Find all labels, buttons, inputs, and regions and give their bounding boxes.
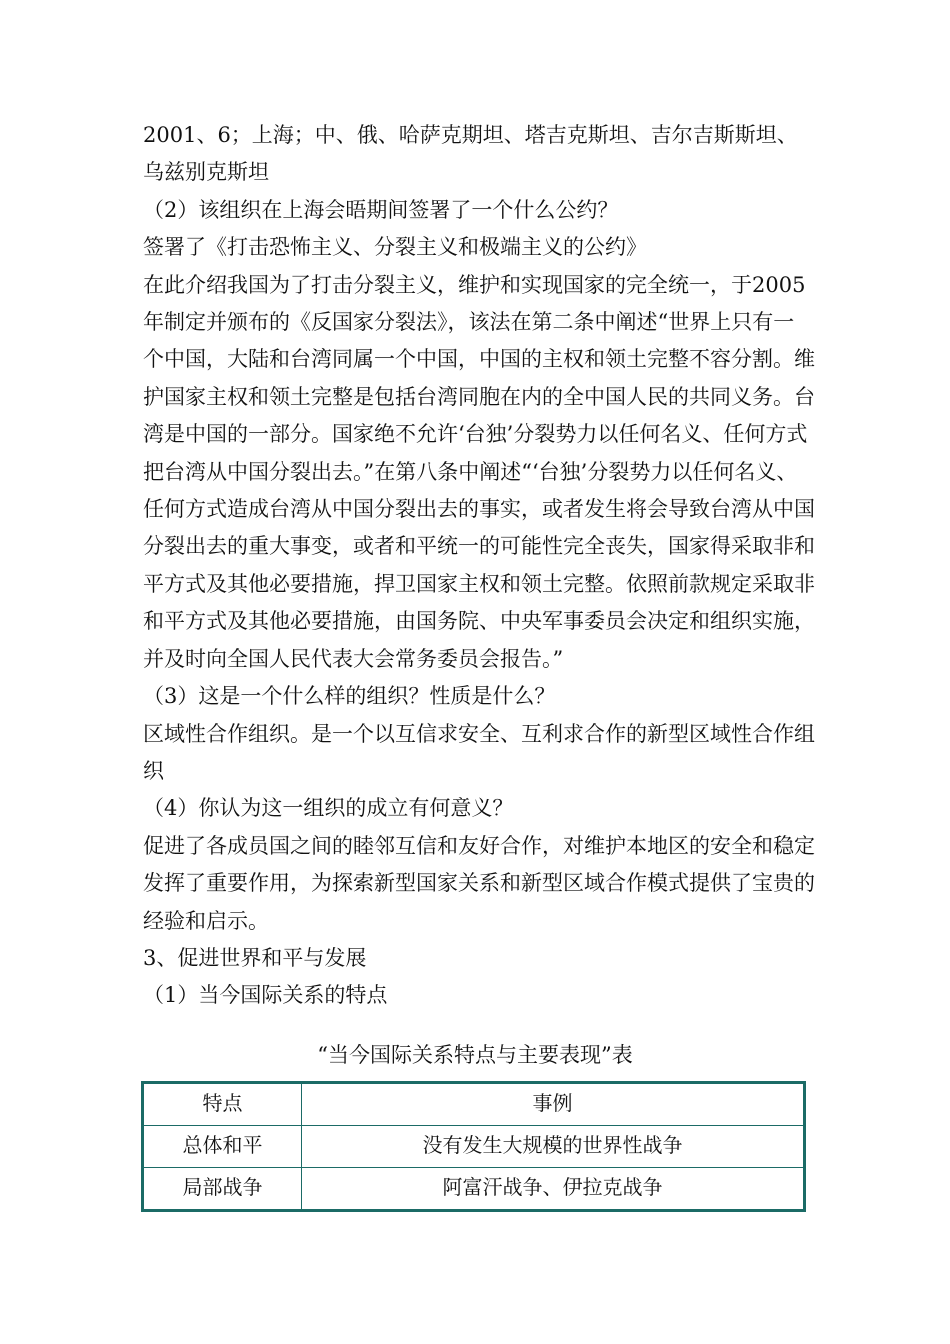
- answer-founding-info: 2001、6；上海；中、俄、哈萨克期坦、塔吉克斯坦、吉尔吉斯斯坦、乌兹别克斯坦: [143, 123, 798, 185]
- table-cell-example: 阿富汗战争、伊拉克战争: [302, 1168, 805, 1211]
- table-header-row: [143, 1083, 805, 1126]
- header-cell-feature: 特点: [143, 1083, 302, 1126]
- section-heading-3: 3、促进世界和平与发展: [143, 945, 367, 970]
- answer-4: 促进了各成员国之间的睦邻互信和友好合作，对维护本地区的安全和稳定发挥了重要作用，为探索新型国家关系和新型区域合作模式提供了宝贵的经验和启示。: [143, 833, 815, 933]
- table-cell-example: 没有发生大规模的世界性战争: [302, 1126, 805, 1168]
- international-relations-table: [141, 1081, 806, 1212]
- anti-secession-law-paragraph: 在此介绍我国为了打击分裂主义，维护和实现国家的完全统一，于2005年制定并颁布的《反国家分裂法》，该法在第二条中阐述“世界上只有一个中国，大陆和台湾同属一个中国，中国的主权和领土完整不容分割。维护国家主权和领土完整是包括台湾同胞在内的全中国人民的共同义务。台湾是中国的一部分。国家绝不允许‘台独’分裂势力以任何名义、任何方式把台湾从中国分裂出去。”在第八条中阐述“‘台独’分裂势力以任何名义、任何方式造成台湾从中国分裂出去的事实，或者发生将会导致台湾从中国分裂出去的重大事变，或者和平统一的可能性完全丧失，国家得采取非和平方式及其他必要措施，捍卫国家主权和领土完整。依照前款规定采取非和平方式及其他必要措施，由国务院、中央军事委员会决定和组织实施，并及时向全国人民代表大会常务委员会报告。”: [143, 272, 815, 671]
- question-3: （3）这是一个什么样的组织？性质是什么？: [143, 684, 556, 709]
- table-caption: “当今国际关系特点与主要表现”表: [317, 1043, 633, 1067]
- table-cell-feature: 局部战争: [143, 1168, 302, 1211]
- table-row: [143, 1168, 805, 1211]
- question-2: （2）该组织在上海会晤期间签署了一个什么公约？: [143, 197, 619, 222]
- question-4: （4）你认为这一组织的成立有何意义？: [143, 796, 514, 821]
- table-row: [143, 1126, 805, 1168]
- answer-3: 区域性合作组织。是一个以互信求安全、互利求合作的新型区域性合作组织: [143, 721, 815, 783]
- table-cell-feature: 总体和平: [143, 1126, 302, 1168]
- answer-2: 签署了《打击恐怖主义、分裂主义和极端主义的公约》: [143, 235, 647, 260]
- header-cell-example: 事例: [302, 1083, 805, 1126]
- body-text: [143, 117, 815, 1015]
- subsection-heading-1: （1）当今国际关系的特点: [143, 983, 388, 1008]
